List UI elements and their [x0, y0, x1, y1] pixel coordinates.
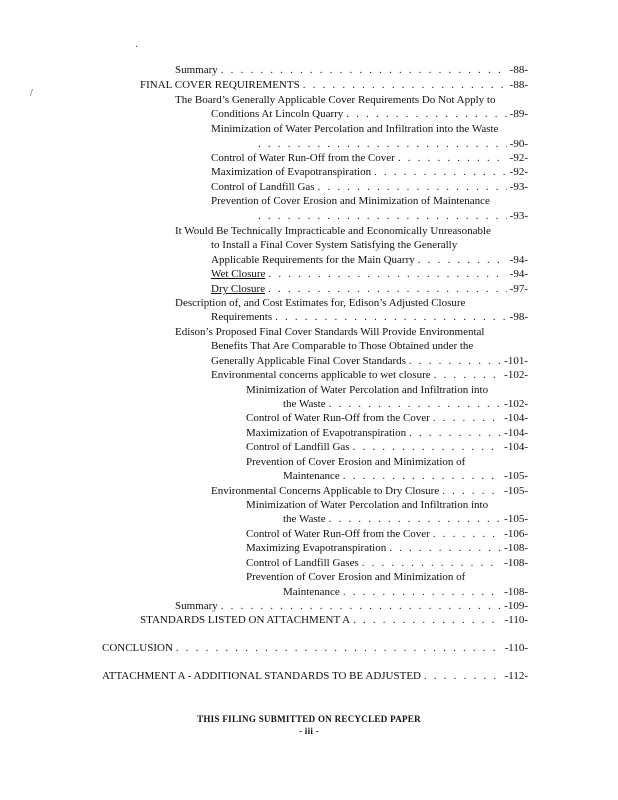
toc-entry-impracticable-line2[interactable]: to Install a Final Cover System Satisfying the Generally [211, 239, 458, 251]
toc-entry-title: Environmental Concerns Applicable to Dry Closure [211, 485, 440, 497]
toc-page-number: -97- [509, 283, 528, 295]
toc-page-number: -105- [504, 485, 528, 497]
toc-entry-evapotranspiration[interactable] [211, 165, 528, 180]
toc-page-number: -88- [509, 64, 528, 76]
toc-entry-final-cover-requirements[interactable] [140, 78, 528, 93]
toc-page-number: -89- [509, 108, 528, 120]
toc-entry-title: CONCLUSION [102, 642, 173, 654]
dot-leader [433, 411, 501, 426]
dot-leader [398, 151, 507, 166]
toc-entry-dry-percolation-line2[interactable] [283, 512, 528, 527]
toc-entry-impracticable-line1[interactable]: It Would Be Technically Impracticable and Economically Unreasonable [175, 225, 491, 237]
toc-entry-dry-gas[interactable] [246, 556, 528, 571]
toc-entry-title: Control of Landfill Gases [246, 557, 359, 569]
dot-leader [176, 641, 502, 656]
toc-entry-dry-erosion-line2[interactable] [283, 585, 528, 600]
dot-leader [409, 426, 501, 441]
toc-entry-wet-closure[interactable] [211, 267, 528, 282]
toc-entry-title: Control of Water Run-Off from the Cover [246, 412, 430, 424]
dot-leader [258, 137, 507, 152]
dot-leader [374, 165, 507, 180]
dot-leader [418, 253, 507, 268]
dot-leader [346, 107, 506, 122]
dot-leader [268, 282, 507, 297]
toc-entry-summary-2[interactable] [175, 599, 528, 614]
toc-page-number: -92- [509, 152, 528, 164]
toc-page-number: -108- [504, 557, 528, 569]
toc-page-number: -110- [504, 614, 528, 626]
toc-page-number: -108- [504, 542, 528, 554]
toc-entry-conclusion[interactable] [102, 641, 528, 656]
toc-entry-title: Control of Water Run-Off from the Cover [246, 528, 430, 540]
dot-leader [442, 484, 501, 499]
dot-leader [424, 669, 502, 684]
toc-entry-description-line2[interactable] [211, 310, 528, 325]
dot-leader [221, 63, 507, 78]
dot-leader [318, 180, 507, 195]
toc-entry-title: Applicable Requirements for the Main Quarry [211, 254, 415, 266]
toc-entry-board-line2[interactable] [211, 107, 528, 122]
toc-page-number: -104- [504, 441, 528, 453]
dot-leader [329, 512, 502, 527]
toc-entry-erosion-line1[interactable]: Prevention of Cover Erosion and Minimization of Maintenance [211, 195, 490, 207]
toc-entry-landfill-gas[interactable] [211, 180, 528, 195]
toc-page-number: -104- [504, 412, 528, 424]
toc-page-number: -102- [504, 369, 528, 381]
toc-entry-title: Maximization of Evapotranspiration [211, 166, 372, 178]
dot-leader [353, 613, 501, 628]
dot-leader [221, 599, 501, 614]
toc-page-number: -112- [504, 670, 528, 682]
dot-leader [409, 354, 501, 369]
toc-page-number: -101- [504, 355, 528, 367]
toc-entry-attachment-a[interactable] [102, 669, 528, 684]
toc-page-number: -108- [504, 586, 528, 598]
toc-entry-title: Control of Water Run-Off from the Cover [211, 152, 395, 164]
toc-entry-title: Maximization of Evapotranspiration [246, 427, 407, 439]
recycled-paper-notice: THIS FILING SUBMITTED ON RECYCLED PAPER [197, 714, 421, 724]
dot-leader [275, 310, 507, 325]
stray-mark: · [135, 42, 139, 53]
toc-entry-title: Summary [175, 64, 218, 76]
toc-entry-wet-erosion-line1[interactable]: Prevention of Cover Erosion and Minimization of [246, 456, 466, 468]
dot-leader [389, 541, 501, 556]
dot-leader [434, 368, 502, 383]
toc-entry-title: Maintenance [283, 586, 340, 598]
dot-leader [268, 267, 506, 282]
toc-entry-wet-percolation-line2[interactable] [283, 397, 528, 412]
toc-page-number: -105- [504, 470, 528, 482]
toc-entry-title: Requirements [211, 311, 273, 323]
toc-entry-title: Control of Landfill Gas [246, 441, 350, 453]
toc-page-number: -90- [509, 138, 528, 150]
toc-entry-title: Maximizing Evapotranspiration [246, 542, 387, 554]
toc-entry-wet-percolation-line1[interactable]: Minimization of Water Percolation and Infiltration into [246, 384, 489, 396]
toc-entry-summary[interactable] [175, 63, 528, 78]
toc-entry-runoff[interactable] [211, 151, 528, 166]
toc-entry-title: Generally Applicable Final Cover Standards [211, 355, 406, 367]
toc-entry-title: Summary [175, 600, 218, 612]
toc-page-number: -94- [509, 268, 528, 280]
toc-page-number: -109- [504, 600, 528, 612]
toc-entry-erosion-line2[interactable] [255, 209, 528, 224]
dot-leader [258, 209, 507, 224]
toc-entry-title: the Waste [283, 513, 326, 525]
dot-leader [343, 585, 501, 600]
toc-entry-env-dry[interactable] [211, 484, 528, 499]
toc-entry-title: Maintenance [283, 470, 340, 482]
page-number: - iii - [298, 726, 320, 736]
dot-leader [329, 397, 502, 412]
toc-entry-title: Control of Landfill Gas [211, 181, 315, 193]
toc-entry-dry-percolation-line1[interactable]: Minimization of Water Percolation and Infiltration into [246, 499, 489, 511]
toc-entry-title: Environmental concerns applicable to wet closure [211, 369, 431, 381]
toc-page-number: -88- [509, 79, 528, 91]
toc-entry-proposed-line3[interactable] [211, 354, 528, 369]
toc-entry-dry-closure[interactable] [211, 282, 528, 297]
stray-mark: / [30, 88, 33, 99]
toc-entry-min-percolation-line2[interactable] [255, 137, 528, 152]
toc-entry-wet-runoff[interactable] [246, 411, 528, 426]
toc-page-number: -102- [504, 398, 528, 410]
toc-entry-dry-evapotranspiration[interactable] [246, 541, 528, 556]
toc-page-number: -92- [509, 166, 528, 178]
toc-entry-dry-erosion-line1[interactable]: Prevention of Cover Erosion and Minimization of [246, 571, 466, 583]
toc-page-number: -93- [509, 210, 528, 222]
toc-page-number: -93- [509, 181, 528, 193]
toc-entry-standards[interactable] [140, 613, 528, 628]
toc-entry-title: Dry Closure [211, 283, 266, 295]
toc-entry-wet-evapotranspiration[interactable] [246, 426, 528, 441]
toc-entry-env-wet[interactable] [211, 368, 528, 383]
toc-entry-dry-runoff[interactable] [246, 527, 528, 542]
toc-entry-wet-gas[interactable] [246, 440, 528, 455]
dot-leader [433, 527, 501, 542]
toc-entry-title: ATTACHMENT A - ADDITIONAL STANDARDS TO BE ADJUSTED [102, 670, 421, 682]
toc-entry-title: Wet Closure [211, 268, 266, 280]
toc-page-number: -104- [504, 427, 528, 439]
toc-entry-wet-erosion-line2[interactable] [283, 469, 528, 484]
toc-page-number: -110- [504, 642, 528, 654]
toc-entry-board-line1[interactable]: The Board’s Generally Applicable Cover Requirements Do Not Apply to [175, 94, 496, 106]
toc-entry-description-line1[interactable]: Description of, and Cost Estimates for, Edison’s Adjusted Closure [175, 297, 466, 309]
toc-entry-title: STANDARDS LISTED ON ATTACHMENT A [140, 614, 351, 626]
dot-leader [353, 440, 502, 455]
dot-leader [343, 469, 501, 484]
toc-entry-proposed-line2[interactable]: Benefits That Are Comparable to Those Obtained under the [211, 340, 474, 352]
toc-page-number: -98- [509, 311, 528, 323]
toc-entry-impracticable-line3[interactable] [211, 253, 528, 268]
dot-leader [303, 78, 507, 93]
toc-entry-title: Conditions At Lincoln Quarry [211, 108, 344, 120]
dot-leader [362, 556, 501, 571]
toc-entry-title: the Waste [283, 398, 326, 410]
toc-entry-proposed-line1[interactable]: Edison’s Proposed Final Cover Standards Will Provide Environmental [175, 326, 485, 338]
toc-page-number: -94- [509, 254, 528, 266]
toc-page-number: -106- [504, 528, 528, 540]
toc-entry-title: FINAL COVER REQUIREMENTS [140, 79, 300, 91]
toc-page-number: -105- [504, 513, 528, 525]
toc-entry-min-percolation-line1[interactable]: Minimization of Water Percolation and Infiltration into the Waste [211, 123, 499, 135]
